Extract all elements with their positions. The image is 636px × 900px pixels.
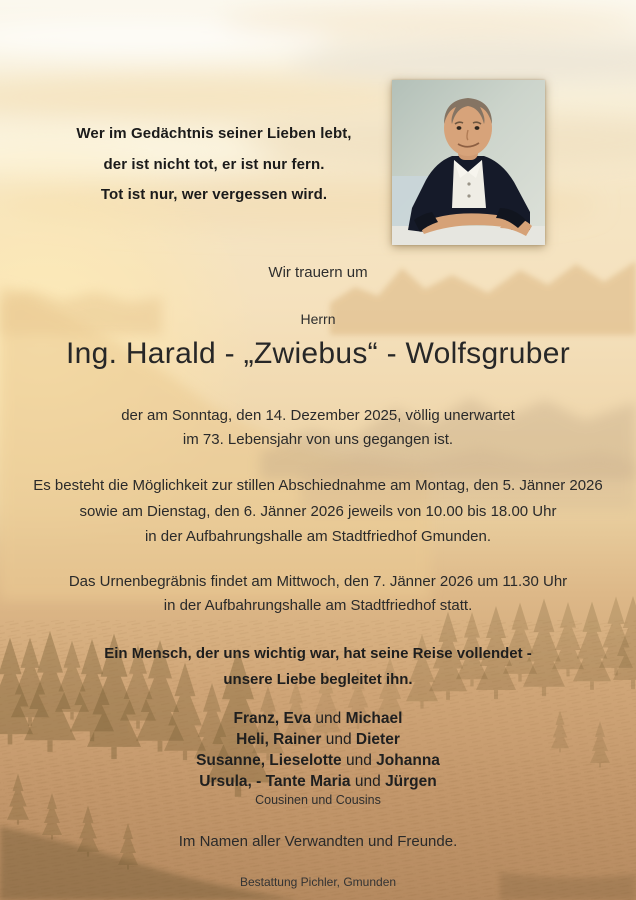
family-member-names: Dieter: [355, 731, 400, 748]
burial-details-line: Das Urnenbegräbnis findet am Mittwoch, den 7. Jänner 2026 um 11.30 Uhr: [68, 573, 568, 590]
salutation: Herrn: [300, 311, 336, 327]
memorial-quote-line: Tot ist nur, wer vergessen wird.: [100, 186, 328, 203]
family-member-names: Ursula, - Tante Maria: [199, 773, 351, 790]
funeral-home: Bestattung Pichler, Gmunden: [239, 875, 397, 889]
family-names-line: [0, 708, 636, 729]
family-names-line: [0, 729, 636, 750]
farewell-message-line: Ein Mensch, der uns wichtig war, hat seine Reise vollendet -: [104, 645, 532, 662]
family-member-names: Franz, Eva: [233, 710, 312, 727]
farewell-message: [0, 641, 636, 692]
burial-details: [0, 570, 636, 617]
farewell-details-line: in der Aufbahrungshalle am Stadtfriedhof Gmunden.: [144, 528, 492, 545]
death-details-line: der am Sonntag, den 14. Dezember 2025, völlig unerwartet: [121, 407, 515, 424]
relation-note: Cousinen und Cousins: [255, 793, 381, 807]
death-details-line: im 73. Lebensjahr von uns gegangen ist.: [182, 431, 454, 448]
farewell-message-line: unsere Liebe begleitet ihn.: [223, 670, 413, 688]
family-names-line: [0, 750, 636, 771]
family-member-names: Michael: [345, 710, 403, 727]
family-member-names: Johanna: [376, 752, 440, 769]
family-names-line: [0, 771, 636, 792]
memorial-quote: [24, 119, 404, 211]
farewell-details: [0, 473, 636, 550]
mourning-intro: Wir trauern um: [268, 264, 368, 281]
memorial-quote-line: der ist nicht tot, er ist nur fern.: [103, 155, 325, 173]
closing-line: Im Namen aller Verwandten und Freunde.: [178, 833, 458, 850]
family-member-names: Heli, Rainer: [236, 731, 322, 748]
conjunction: und: [325, 731, 352, 748]
portrait-photo: [392, 80, 545, 245]
conjunction: und: [354, 773, 381, 790]
farewell-details-line: Es besteht die Möglichkeit zur stillen Abschiednahme am Montag, den 5. Jänner 2026: [33, 477, 603, 494]
family-member-names: Susanne, Lieselotte: [196, 752, 342, 769]
portrait-illustration: [392, 80, 545, 245]
conjunction: und: [315, 710, 342, 727]
burial-details-line: in der Aufbahrungshalle am Stadtfriedhof statt.: [163, 596, 473, 614]
deceased-name: Ing. Harald - „Zwiebus“ - Wolfsgruber: [65, 337, 571, 370]
family-names: [0, 708, 636, 792]
conjunction: und: [345, 752, 372, 769]
death-details: [0, 404, 636, 452]
memorial-quote-line: Wer im Gedächtnis seiner Lieben lebt,: [76, 125, 352, 142]
family-member-names: Jürgen: [385, 773, 437, 790]
farewell-details-line: sowie am Dienstag, den 6. Jänner 2026 jeweils von 10.00 bis 18.00 Uhr: [79, 502, 557, 520]
